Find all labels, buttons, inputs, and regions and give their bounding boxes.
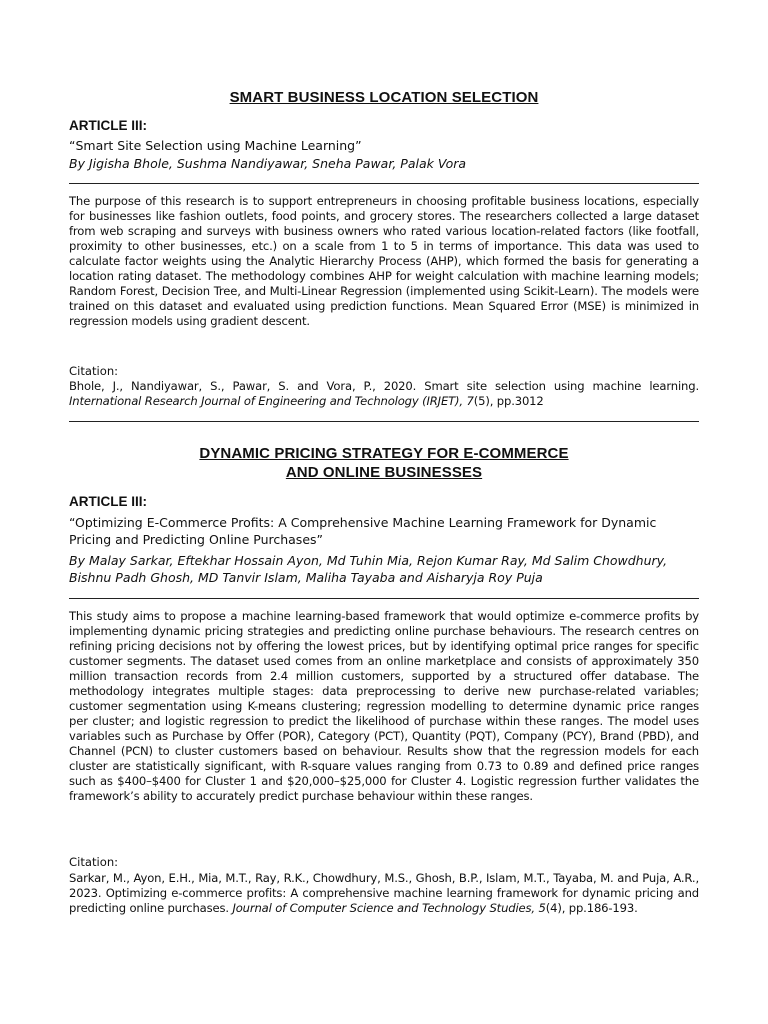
divider-rule (69, 421, 699, 422)
article-title: “Optimizing E-Commerce Profits: A Comprehensive Machine Learning Framework for Dynamic Pricing and Predicting Online Purchases” (69, 515, 657, 547)
article-label: ARTICLE III: (69, 118, 147, 133)
article-title: “Smart Site Selection using Machine Learning” (69, 138, 362, 153)
section-heading-line1: DYNAMIC PRICING STRATEGY FOR E-COMMERCE (199, 445, 569, 462)
section-heading-line2: AND ONLINE BUSINESSES (285, 464, 483, 481)
citation-issue: (5), pp.3012 (473, 394, 544, 408)
section-heading-pricing (69, 444, 699, 482)
article-summary: This study aims to propose a machine learning-based framework that would optimize e-commerce profits by implementing dynamic pricing strategies and predicting online purchase behaviours. The research centres on refining pricing decisions not by offering the lowest prices, but by identifying optimal price ranges for specific customer segments. The dataset used comes from an online marketplace and consists of approximately 350 million transaction records from 2.4 million customers, supported by a structured offer database. The methodology integrates multiple stages: data preprocessing to derive new purchase-related variables; customer segmentation using K-means clustering; regression modelling to determine dynamic price ranges per cluster; and logistic regression to predict the likelihood of purchase within these ranges. The model uses variables such as Purchase by Offer (POR), Category (PCT), Quantity (PQT), Company (PCY), Brand (PBD), and Channel (PCN) to cluster customers based on behaviour. Results show that the regression models for each cluster are statistically significant, with R-square values ranging from 0.73 to 0.89 and defined price ranges such as $400–$400 for Cluster 1 and $20,000–$25,000 for Cluster 4. Logistic regression further validates the framework’s ability to accurately predict purchase behaviour within these ranges. (69, 609, 699, 803)
citation-issue: (4), pp.186-193. (545, 901, 638, 915)
citation-text (69, 379, 699, 409)
divider-rule (69, 598, 699, 599)
citation-journal: International Research Journal of Engineering and Technology (IRJET), 7 (69, 394, 474, 408)
citation-label: Citation: (69, 855, 119, 869)
section-heading-location: SMART BUSINESS LOCATION SELECTION (229, 89, 539, 106)
article-authors: By Jigisha Bhole, Sushma Nandiyawar, Sneha Pawar, Palak Vora (69, 156, 467, 171)
divider-rule (69, 183, 699, 184)
article-authors: By Malay Sarkar, Eftekhar Hossain Ayon, Md Tuhin Mia, Rejon Kumar Ray, Md Salim Chowdhury, Bishnu Padh Ghosh, MD Tanvir Islam, Maliha Tayaba and Aisharyja Roy Puja (69, 553, 668, 585)
article-label: ARTICLE III: (69, 494, 147, 509)
citation-plain: Sarkar, M., Ayon, E.H., Mia, M.T., Ray, R.K., Chowdhury, M.S., Ghosh, B.P., Islam, M.T., Tayaba, M. and Puja, A.R., 2023. Optimizing e-commerce profits: A comprehensive machine learning framework for dynamic pricing and predicting online purchases. (69, 871, 699, 915)
article-summary: The purpose of this research is to support entrepreneurs in choosing profitable business locations, especially for businesses like fashion outlets, food points, and grocery stores. The researchers collected a large dataset from web scraping and surveys with business owners who rated various location-related factors (like footfall, proximity to other businesses, etc.) on a scale from 1 to 5 in terms of importance. This data was used to calculate factor weights using the Analytic Hierarchy Process (AHP), which formed the basis for generating a location rating dataset. The methodology combines AHP for weight calculation with machine learning models; Random Forest, Decision Tree, and Multi-Linear Regression (implemented using Scikit-Learn). The models were trained on this dataset and evaluated using prediction functions. Mean Squared Error (MSE) is minimized in regression models using gradient descent. (69, 194, 699, 328)
citation-text (69, 871, 699, 916)
citation-plain: Bhole, J., Nandiyawar, S., Pawar, S. and Vora, P., 2020. Smart site selection using machine learning. (69, 379, 699, 393)
citation-journal: Journal of Computer Science and Technology Studies, 5 (232, 901, 546, 915)
citation-label: Citation: (69, 364, 119, 378)
